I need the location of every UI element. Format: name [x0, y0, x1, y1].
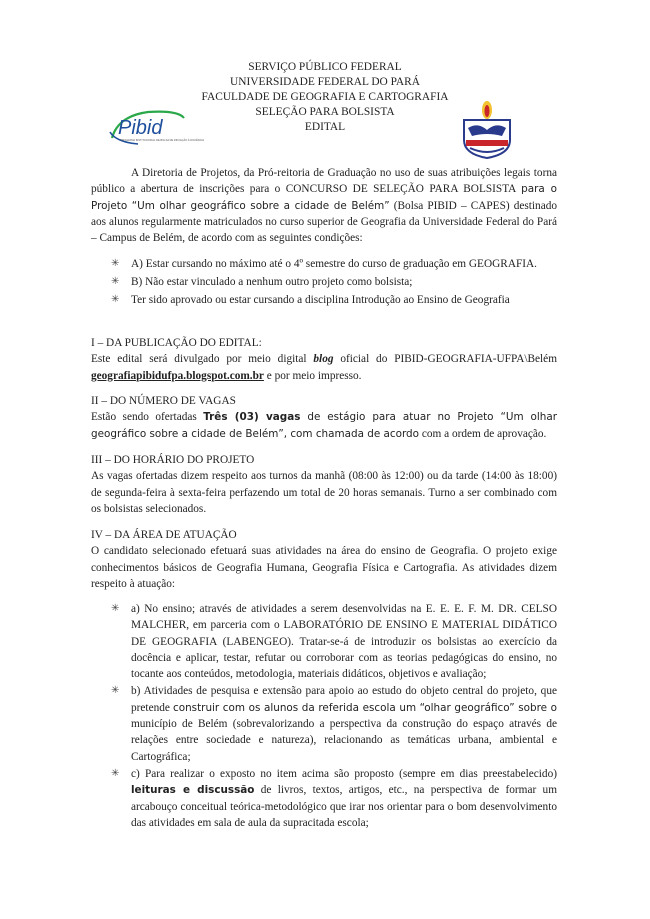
section-1-text-a: Este edital será divulgado por meio digital: [91, 353, 314, 366]
condition-item: [111, 256, 557, 272]
header-line-2: UNIVERSIDADE FEDERAL DO PARÁ: [230, 76, 420, 88]
bullet-star-icon: ✳: [111, 767, 120, 779]
intro-section: [91, 165, 557, 246]
intro-text-project: para o Projeto “Um olhar geográfico sobre a cidade de Belém”: [91, 183, 558, 212]
section-schedule: [91, 452, 557, 517]
section-2-text-b: de estágio para atuar no Projeto “Um olhar geográfico sobre a cidade de Belém”, com chamada de acordo: [91, 411, 557, 440]
section-1-text: [91, 351, 557, 384]
intro-paragraph: [91, 165, 557, 246]
section-vacancies: [91, 393, 557, 442]
intro-text-3: (Bolsa PIBID – CAPES) destinado aos alunos regularmente matriculados no curso superior de Geografia da Universidade Federal do Pará – Campus de Belém, de acordo com as seguintes condições:: [91, 199, 558, 245]
activity-text-b: de livros, textos, artigos, etc., na perspectiva de formar um arcabouço conceitual teórica-metodológico que irar nos orientar para o bom desenvolvimento das atividades em sala de aula da supracitada escola;: [131, 784, 557, 829]
pibid-logo-graphic: [108, 108, 205, 148]
vacancies-count: Três (03) vagas: [203, 411, 301, 424]
activity-item: [111, 766, 557, 831]
section-1-text-b: oficial do PIBID-GEOGRAFIA-UFPA\Belém: [333, 353, 557, 366]
activity-text-b: município de Belém (sobrevalorizando a perspectiva da construção do espaço através de relações entre sociedade e natureza), relacionando as temáticas urbana, ambiental e Cartográfica;: [131, 718, 557, 763]
condition-text: B) Não estar vinculado a nenhum outro projeto como bolsista;: [131, 276, 413, 289]
activity-text-sans: construir com os alunos da referida escola um “olhar geográfico” sobre o: [173, 701, 557, 714]
section-publication: [91, 335, 557, 384]
section-2-text-a: Estão sendo ofertadas: [91, 411, 204, 424]
activity-text: a) No ensino; através de atividades a serem desenvolvidas na E. E. E. F. M. DR. CELSO MALCHER, em parceria com o LABORATÓRIO DE ENSINO E MATERIAL DIDÁTICO DE GEOGRAFIA (LABENGEO). Tratar-se-á de introduzir os bolsistas ao exercício da docência e aplicar, testar, refutar ou corroborar com as teorias pedagógicas do ensino, no tocante aos conteúdos, metodologia, materiais didáticos, objetivos e avaliação;: [131, 603, 557, 681]
conditions-list: [111, 256, 557, 308]
section-2-text-c: com a ordem de aprovação.: [419, 427, 547, 440]
document-header: [0, 60, 650, 135]
blog-word: blog: [313, 353, 334, 366]
bullet-star-icon: ✳: [111, 276, 120, 288]
section-4-text: O candidato selecionado efetuará suas atividades na área do ensino de Geografia. O projeto exige conhecimentos básicos de Geografia Humana, Geografia Física e Cartografia. As atividades dizem respeito à atuação:: [91, 545, 557, 590]
section-2-text: [91, 409, 557, 442]
pibid-logo-text: Pibid: [118, 117, 163, 139]
activity-item: [111, 683, 557, 764]
activity-text-a: c) Para realizar o exposto no item acima são proposto (sempre em dias preestabelecido): [131, 767, 557, 780]
section-2-title: II – DO NÚMERO DE VAGAS: [91, 395, 236, 407]
condition-text: Ter sido aprovado ou estar cursando a disciplina Introdução ao Ensino de Geografia: [131, 293, 510, 306]
blog-link[interactable]: geografiapibidufpa.blogspot.com.br: [91, 369, 264, 382]
section-area: [91, 527, 557, 592]
header-line-4: SELEÇÃO PARA BOLSISTA: [255, 106, 395, 118]
bullet-star-icon: ✳: [111, 603, 120, 614]
pibid-logo-subtitle: PROGRAMA INSTITUCIONAL DE BOLSA DE INICIAÇÃO À DOCÊNCIA: [120, 139, 205, 142]
pibid-logo: [108, 108, 205, 148]
bullet-star-icon: ✳: [111, 258, 120, 269]
intro-text-1: A Diretoria de Projetos, da Pró-reitoria de Graduação no uso de suas atribuições legais torna público a abertura de inscrições para o CONCURSO DE SELEÇÃO PARA BOLSISTA: [91, 167, 557, 196]
bullet-star-icon: ✳: [111, 685, 120, 697]
section-1-title: I – DA PUBLICAÇÃO DO EDITAL:: [91, 337, 262, 349]
condition-item: [111, 292, 557, 308]
condition-text: A) Estar cursando no máximo até o 4º semestre do curso de graduação em GEOGRAFIA.: [131, 258, 537, 270]
section-1-text-c: e por meio impresso.: [263, 369, 362, 382]
bullet-star-icon: ✳: [111, 293, 120, 305]
condition-item: [111, 274, 557, 290]
ufpa-seal-graphic: [458, 98, 516, 160]
section-4-title: IV – DA ÁREA DE ATUAÇÃO: [91, 529, 237, 541]
section-3-title: III – DO HORÁRIO DO PROJETO: [91, 454, 255, 466]
ufpa-seal-logo: [458, 98, 516, 160]
header-line-1: SERVIÇO PÚBLICO FEDERAL: [248, 61, 402, 73]
header-line-5: EDITAL: [304, 121, 346, 133]
section-3-text: As vagas ofertadas dizem respeito aos turnos da manhã (08:00 às 12:00) ou da tarde (14:00 às 18:00) de segunda-feira à sexta-feira perfazendo um total de 20 horas semanais. Turno a ser combinado com os bolsistas selecionados.: [91, 470, 557, 515]
activity-text-bold: leituras e discussão: [131, 784, 255, 797]
activity-item: [111, 601, 557, 682]
activity-text-a: b) Atividades de pesquisa e extensão para apoio ao estudo do objeto central do projeto, que pretende: [131, 685, 557, 714]
header-line-3: FACULDADE DE GEOGRAFIA E CARTOGRAFIA: [201, 91, 449, 103]
area-activities-list: [111, 601, 557, 831]
